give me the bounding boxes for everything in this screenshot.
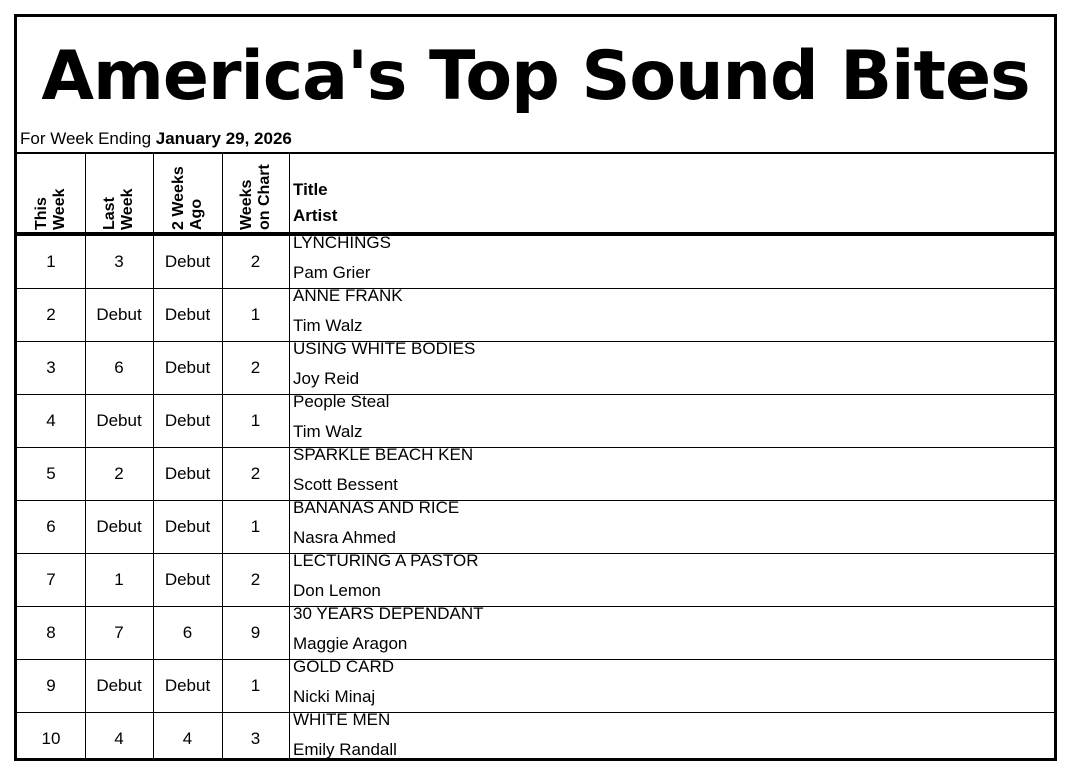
table-row [17,710,1054,766]
header-artist: Artist [293,206,338,225]
cell-two-weeks-ago: Debut [164,570,211,589]
table-row [17,604,1054,660]
artist-name: Emily Randall [293,740,397,759]
artist-name: Nicki Minaj [293,687,376,706]
cell-this-week: 3 [46,358,56,377]
header-last-week-line1: Last [101,197,118,230]
artist-name: Tim Walz [293,316,363,335]
cell-last-week: Debut [96,676,142,695]
cell-last-week: 6 [114,358,124,377]
cell-last-week: Debut [96,305,142,324]
header-this-week-line2: Week [51,188,68,230]
artist-name: Joy Reid [293,369,360,388]
song-title: LYNCHINGS [293,233,391,252]
header-title: Title [293,180,328,199]
cell-two-weeks-ago: 6 [182,623,193,642]
song-title: SPARKLE BEACH KEN [293,445,474,464]
cell-last-week: 3 [114,252,124,271]
artist-name: Don Lemon [293,581,381,600]
chart-rows [17,233,1054,759]
header-two-weeks-line2: Ago [187,198,205,230]
cell-two-weeks-ago: Debut [164,464,211,483]
cell-this-week: 8 [46,623,56,642]
table-row [17,445,1054,501]
cell-this-week: 7 [46,570,56,589]
table-row [17,233,1054,289]
table-row [17,498,1054,554]
cell-this-week: 4 [46,411,56,430]
table-row [17,657,1054,713]
song-title: LECTURING A PASTOR [293,551,479,570]
header-last-week [85,154,153,232]
cell-weeks-on-chart: 3 [250,729,261,748]
chart-frame [14,14,1057,761]
cell-two-weeks-ago: Debut [164,305,211,324]
cell-weeks-on-chart: 9 [250,623,261,642]
cell-weeks-on-chart: 2 [250,464,261,483]
header-weeks-on-chart [222,154,289,232]
week-label: For Week Ending [20,129,152,148]
cell-last-week: Debut [96,411,142,430]
cell-weeks-on-chart: 2 [250,570,261,589]
song-title: 30 YEARS DEPENDANT [293,604,484,623]
cell-last-week: 1 [114,570,124,589]
header-this-week [17,154,85,232]
cell-two-weeks-ago: Debut [164,411,211,430]
song-title: WHITE MEN [293,710,391,729]
cell-weeks-on-chart: 1 [250,517,261,536]
song-title: BANANAS AND RICE [293,498,460,517]
cell-two-weeks-ago: 4 [182,729,193,748]
song-title: USING WHITE BODIES [293,339,476,358]
cell-last-week: 7 [114,623,124,642]
artist-name: Tim Walz [293,422,363,441]
header-last-week-line2: Week [119,188,136,230]
week-date: January 29, 2026 [155,129,292,148]
week-ending [20,129,292,149]
cell-two-weeks-ago: Debut [164,676,211,695]
cell-last-week: Debut [96,517,142,536]
artist-name: Scott Bessent [293,475,398,494]
artist-name: Nasra Ahmed [293,528,396,547]
song-title: People Steal [293,392,390,411]
cell-two-weeks-ago: Debut [164,358,211,377]
cell-two-weeks-ago: Debut [164,517,211,536]
header-weeks-on-line1: Weeks [237,179,255,230]
cell-this-week: 5 [46,464,56,483]
cell-two-weeks-ago: Debut [164,252,211,271]
cell-this-week: 6 [46,517,56,536]
table-row [17,339,1054,395]
cell-this-week: 2 [46,305,56,324]
table-row [17,392,1054,448]
cell-this-week: 10 [41,729,61,748]
cell-this-week: 1 [46,252,56,271]
cell-last-week: 4 [114,729,124,748]
header-two-weeks [153,154,222,232]
cell-weeks-on-chart: 1 [250,676,261,695]
song-title: GOLD CARD [293,657,395,676]
table-row [17,551,1054,607]
song-title: ANNE FRANK [293,286,403,305]
cell-weeks-on-chart: 1 [250,411,261,430]
cell-weeks-on-chart: 1 [250,305,261,324]
cell-weeks-on-chart: 2 [250,358,261,377]
page-title: America's Top Sound Bites [41,37,1030,116]
header-this-week-line1: This [33,197,50,230]
cell-this-week: 9 [46,676,56,695]
table-row [17,286,1054,342]
cell-weeks-on-chart: 2 [250,252,261,271]
cell-last-week: 2 [114,464,124,483]
artist-name: Maggie Aragon [293,634,408,653]
artist-name: Pam Grier [293,263,371,282]
header-two-weeks-line1: 2 Weeks [169,166,187,230]
header-weeks-on-line2: on Chart [255,164,273,230]
